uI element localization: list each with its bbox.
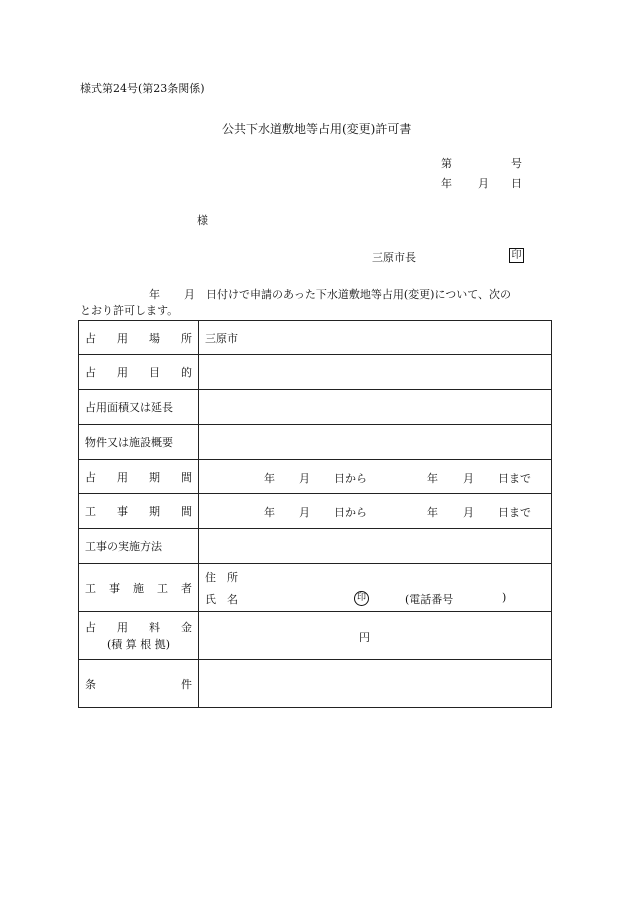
row-fee: [79, 612, 552, 660]
period-label: [79, 460, 199, 494]
label-char: 料: [149, 621, 160, 634]
period-to-year: 年: [427, 472, 438, 485]
method-label: 工事の実施方法: [79, 529, 199, 564]
construction-from-month: 月: [299, 506, 310, 519]
row-method: [79, 529, 552, 564]
label-char: 事: [117, 505, 128, 518]
construction-to-day: 日まで: [498, 506, 531, 519]
row-contractor: [79, 564, 552, 612]
area-label: 占用面積又は延長: [79, 390, 199, 425]
area-value: [199, 390, 552, 425]
period-from-year: 年: [264, 472, 275, 485]
permit-table: [78, 320, 552, 708]
label-char: 件: [181, 677, 192, 691]
label-char: 間: [181, 470, 192, 484]
name-label: 氏 名: [205, 593, 238, 606]
date-year: 年: [441, 177, 452, 190]
label-char: 工: [85, 505, 96, 518]
object-value: [199, 425, 552, 460]
purpose-label: [79, 355, 199, 390]
phone-close: ): [502, 591, 507, 604]
period-value: [199, 460, 552, 494]
contractor-seal-icon: [354, 590, 369, 606]
label-char: 場: [149, 331, 160, 345]
construction-to-year: 年: [427, 506, 438, 519]
location-label: [79, 321, 199, 355]
body-line1: 日付けで申請のあった下水道敷地等占用(変更)について、次の: [206, 288, 512, 301]
phone-label: (電話番号: [405, 593, 454, 606]
conditions-value: [199, 660, 552, 708]
label-char: 期: [149, 470, 160, 484]
date-day: 日: [511, 177, 522, 190]
construction-period-label: [79, 494, 199, 529]
location-value: 三原市: [199, 321, 552, 355]
body-month: 月: [184, 288, 195, 301]
label-char: 占: [85, 621, 96, 634]
row-occupancy-period: [79, 460, 552, 494]
addressee-suffix: 様: [197, 214, 208, 227]
label-char: 所: [181, 331, 192, 345]
period-to-month: 月: [463, 472, 474, 485]
date-month: 月: [478, 177, 489, 190]
label-char: 用: [117, 331, 128, 345]
doc-no-suffix: 号: [511, 157, 522, 170]
label-char: 金: [181, 621, 192, 634]
contractor-value: [199, 564, 552, 612]
address-label: 住 所: [205, 571, 238, 584]
label-char: 期: [149, 505, 160, 518]
label-char: 用: [117, 621, 128, 634]
doc-no-prefix: 第: [441, 157, 452, 170]
fee-value: [199, 612, 552, 660]
seal-mark: 印: [354, 591, 369, 606]
row-location: [79, 321, 552, 355]
label-char: 占: [85, 470, 96, 484]
period-from-day: 日から: [334, 472, 367, 485]
label-char: 目: [149, 366, 160, 379]
construction-from-day: 日から: [334, 506, 367, 519]
label-char: 工: [157, 581, 168, 595]
row-construction-period: [79, 494, 552, 529]
label-char: 的: [181, 366, 192, 379]
period-from-month: 月: [299, 472, 310, 485]
period-to-day: 日まで: [498, 472, 531, 485]
construction-from-year: 年: [264, 506, 275, 519]
row-object: [79, 425, 552, 460]
fee-basis-label: (積 算 根 拠): [106, 638, 171, 651]
yen-unit: 円: [359, 631, 370, 644]
issuer-seal-icon: [509, 248, 524, 263]
row-area: [79, 390, 552, 425]
label-char: 用: [117, 470, 128, 484]
label-char: 工: [85, 581, 96, 595]
body-year: 年: [149, 288, 160, 301]
label-char: 間: [181, 505, 192, 518]
row-purpose: [79, 355, 552, 390]
body-line2: とおり許可します。: [80, 304, 179, 317]
label-char: 占: [85, 331, 96, 345]
label-char: 占: [85, 366, 96, 379]
construction-period-value: [199, 494, 552, 529]
label-char: 用: [117, 366, 128, 379]
label-char: 者: [181, 581, 192, 595]
label-char: 事: [109, 581, 120, 595]
row-conditions: [79, 660, 552, 708]
contractor-label: [79, 564, 199, 612]
issuer-name: 三原市長: [372, 251, 416, 264]
object-label: 物件又は施設概要: [79, 425, 199, 460]
method-value: [199, 529, 552, 564]
document-title: 公共下水道敷地等占用(変更)許可書: [222, 122, 412, 136]
seal-mark: 印: [509, 248, 524, 263]
form-number: 様式第24号(第23条関係): [80, 82, 205, 95]
fee-label: [79, 612, 199, 660]
label-char: 条: [85, 677, 96, 691]
purpose-value: [199, 355, 552, 390]
conditions-label: [79, 660, 199, 708]
label-char: 施: [133, 581, 144, 595]
construction-to-month: 月: [463, 506, 474, 519]
